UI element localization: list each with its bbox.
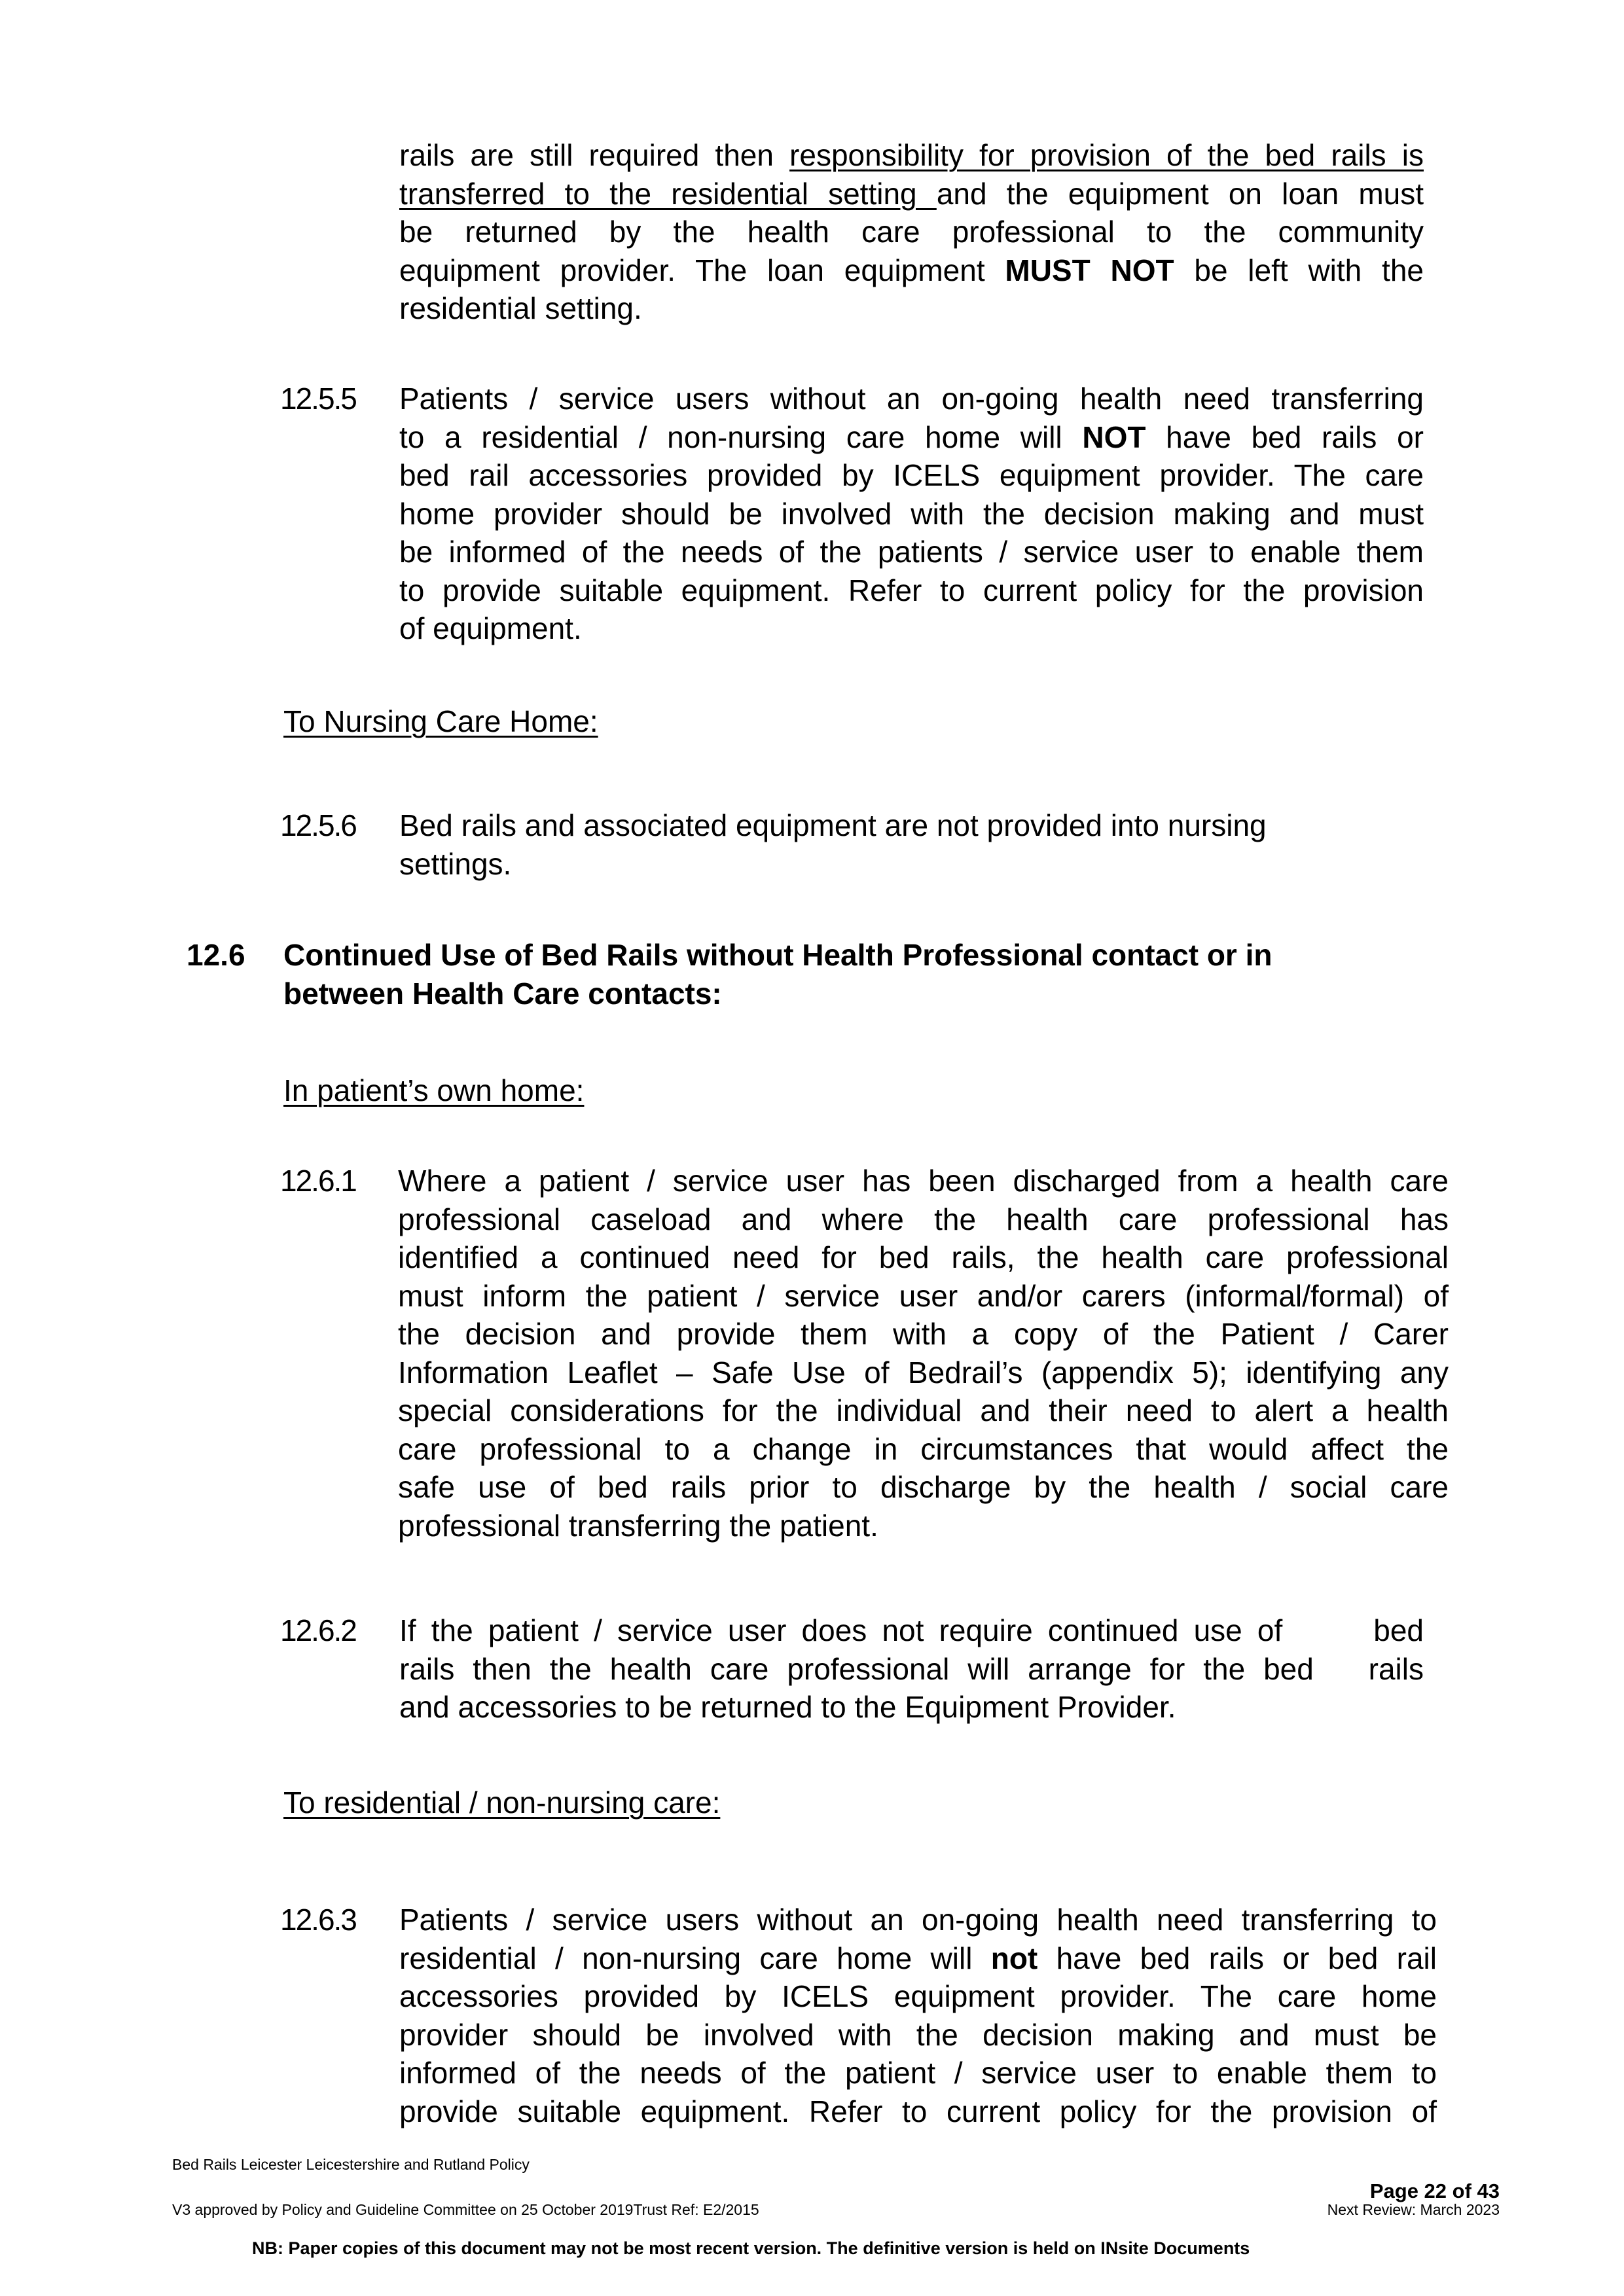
text-line: safe use of bed rails prior to discharge by the health / social care [398, 1470, 1449, 1504]
paragraph-12-5-6 [399, 806, 1424, 883]
paragraph-12-5-5 [399, 380, 1424, 648]
text-line: home provider should be involved with the decision making and must [399, 496, 1424, 531]
paragraph-12-6-1 [398, 1162, 1449, 1545]
text-line: be informed of the needs of the patients / service user to enable them [399, 535, 1424, 569]
section-number-12-5-6: 12.5.6 [280, 808, 356, 842]
subheading-nursing-care-home: To Nursing Care Home: [283, 704, 598, 738]
text-line: transferred to the residential setting and the equipment on loan must [399, 176, 1424, 211]
text-line: informed of the needs of the patient / service user to enable them to [399, 2056, 1437, 2090]
text-line: special considerations for the individual and their need to alert a health [398, 1393, 1449, 1427]
section-number-12-6-3: 12.6.3 [280, 1903, 356, 1937]
text-line: Where a patient / service user has been discharged from a health care [398, 1164, 1449, 1198]
heading-line: Continued Use of Bed Rails without Health Professional contact or in [283, 938, 1272, 972]
text-line: equipment provider. The loan equipment MUST NOT be left with the [399, 253, 1424, 287]
section-number-12-5-5: 12.5.5 [280, 382, 356, 416]
text-line: Bed rails and associated equipment are not provided into nursing [399, 808, 1267, 842]
text-line: provider should be involved with the decision making and must be [399, 2017, 1437, 2052]
text-line: the decision and provide them with a copy of the Patient / Carer [398, 1317, 1449, 1351]
section-number-12-6-1: 12.6.1 [280, 1164, 356, 1198]
text-line: of equipment. [399, 611, 582, 645]
text-line: identified a continued need for bed rails, the health care professional [398, 1240, 1449, 1274]
paragraph-12-6-3 [399, 1901, 1437, 2130]
text-line: must inform the patient / service user and/or carers (informal/formal) of [398, 1278, 1449, 1313]
footer-policy-name: Bed Rails Leicester Leicestershire and Rutland Policy [172, 2156, 530, 2173]
text-line: provide suitable equipment. Refer to current policy for the provision of [399, 2094, 1437, 2128]
text-line: residential setting. [399, 291, 642, 325]
subheading-own-home: In patient’s own home: [283, 1073, 585, 1107]
footer-next-review: Next Review: March 2023 [1327, 2201, 1500, 2218]
footer-page-number: Page 22 of 43 [1369, 2179, 1500, 2202]
text-line: If the patient / service user does not require continued use of bed [399, 1613, 1424, 1647]
footer-approval: V3 approved by Policy and Guideline Committee on 25 October 2019Trust Ref: E2/2015 [172, 2201, 759, 2218]
paragraph-12-5-4-continued [399, 136, 1424, 328]
text-line: rails then the health care professional will arrange for the bed rails [399, 1651, 1424, 1686]
text-line: to provide suitable equipment. Refer to current policy for the provision [399, 573, 1424, 607]
text-line: care professional to a change in circumstances that would affect the [398, 1431, 1449, 1466]
text-line: and accessories to be returned to the Equipment Provider. [399, 1690, 1176, 1724]
text-line: bed rail accessories provided by ICELS equipment provider. The care [399, 458, 1424, 492]
text-line: Information Leaflet – Safe Use of Bedrail’s (appendix 5); identifying any [398, 1355, 1449, 1390]
text-line: professional caseload and where the health care professional has [398, 1202, 1449, 1236]
text-line: to a residential / non-nursing care home will NOT have bed rails or [399, 420, 1424, 454]
section-number-12-6: 12.6 [187, 938, 245, 972]
section-number-12-6-2: 12.6.2 [280, 1613, 356, 1647]
heading-line: between Health Care contacts: [283, 976, 722, 1011]
subheading-residential-care: To residential / non-nursing care: [283, 1785, 721, 1820]
footer-nb-notice: NB: Paper copies of this document may not be most recent version. The definitive version is held on INsite Documents [252, 2238, 1250, 2258]
text-line: Patients / service users without an on-going health need transferring [399, 382, 1424, 416]
paragraph-12-6-2 [399, 1611, 1424, 1727]
text-line: be returned by the health care professional to the community [399, 215, 1424, 249]
text-line: professional transferring the patient. [398, 1508, 878, 1543]
text-line: rails are still required then responsibility for provision of the bed rails is [399, 138, 1424, 172]
text-line: accessories provided by ICELS equipment provider. The care home [399, 1979, 1437, 2013]
section-heading-12-6 [283, 936, 1272, 1013]
text-line: settings. [399, 846, 512, 881]
text-line: Patients / service users without an on-going health need transferring to [399, 1903, 1437, 1937]
text-line: residential / non-nursing care home will not have bed rails or bed rail [399, 1941, 1437, 1975]
